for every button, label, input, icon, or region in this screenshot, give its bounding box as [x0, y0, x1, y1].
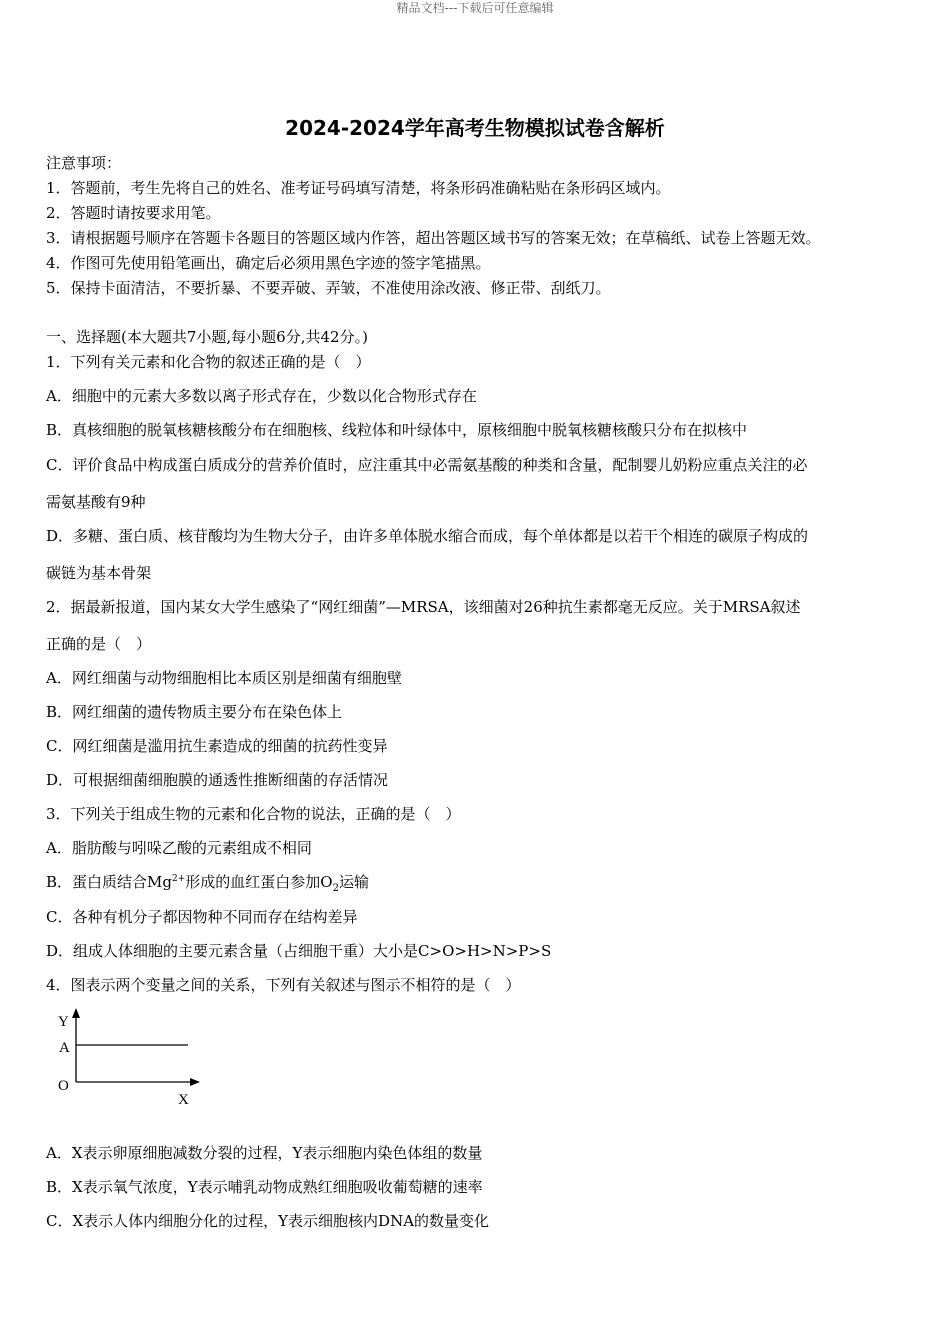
- option-c: C．评价食品中构成蛋白质成分的营养价值时，应注重其中必需氨基酸的种类和含量，配制婴儿奶粉应重点关注的必: [46, 456, 808, 474]
- page-title: 2024-2024学年高考生物模拟试卷含解析: [285, 116, 665, 140]
- notice-item: 4．作图可先使用铅笔画出，确定后必须用黑色字迹的签字笔描黑。: [46, 254, 491, 272]
- notice-item: 5．保持卡面清洁，不要折暴、不要弄破、弄皱，不准使用涂改液、修正带、刮纸刀。: [46, 279, 611, 297]
- option-b-text: B．蛋白质结合Mg: [46, 873, 172, 891]
- option-c: C．各种有机分子都因物种不同而存在结构差异: [46, 908, 358, 926]
- option-c: C．网红细菌是滥用抗生素造成的细菌的抗药性变异: [46, 737, 388, 755]
- option-c-cont: 需氨基酸有9种: [46, 493, 146, 511]
- question-stem-cont: 正确的是（ ）: [46, 635, 152, 653]
- watermark: 精品文档---下载后可任意编辑: [396, 1, 554, 15]
- option-b: B．真核细胞的脱氧核糖核酸分布在细胞核、线粒体和叶绿体中，原核细胞中脱氧核糖核酸只分布在拟核中: [46, 421, 748, 439]
- notice-item: 1．答题前，考生先将自己的姓名、准考证号码填写清楚，将条形码准确粘贴在条形码区域内。: [46, 179, 671, 197]
- subscript: 2: [332, 883, 339, 894]
- option-b: B．网红细菌的遗传物质主要分布在染色体上: [46, 703, 343, 721]
- question-stem: 1．下列有关元素和化合物的叙述正确的是（ ）: [46, 353, 371, 371]
- option-a: A．细胞中的元素大多数以离子形式存在，少数以化合物形式存在: [46, 387, 477, 405]
- option-a: A．X表示卵原细胞减数分裂的过程，Y表示细胞内染色体组的数量: [46, 1144, 483, 1162]
- origin-label: O: [58, 1078, 69, 1094]
- option-d: D．组成人体细胞的主要元素含量（占细胞干重）大小是C>O>H>N>P>S: [46, 942, 552, 960]
- option-d: D．多糖、蛋白质、核苷酸均为生物大分子，由许多单体脱水缩合而成，每个单体都是以若干个相连的碳原子构成的: [46, 527, 809, 545]
- x-label: X: [178, 1092, 189, 1106]
- option-d-cont: 碳链为基本骨架: [46, 564, 152, 582]
- option-c: C．X表示人体内细胞分化的过程，Y表示细胞核内DNA的数量变化: [46, 1212, 490, 1230]
- notice-heading: 注意事项：: [46, 154, 122, 172]
- y-label: Y: [58, 1014, 69, 1030]
- question-stem: 2．据最新报道，国内某女大学生感染了“网红细菌”—MRSA，该细菌对26种抗生素都毫无反应。关于MRSA叙述: [46, 598, 801, 616]
- option-d: D．可根据细菌细胞膜的通透性推断细菌的存活情况: [46, 771, 389, 789]
- question-stem: 4．图表示两个变量之间的关系，下列有关叙述与图示不相符的是（ ）: [46, 976, 521, 994]
- section-heading: 一、选择题(本大题共7小题,每小题6分,共42分。): [46, 328, 368, 346]
- option-b-text: 运输: [338, 873, 369, 891]
- option-a: A．脂肪酸与吲哚乙酸的元素组成不相同: [46, 839, 312, 857]
- option-b-text: 形成的血红蛋白参加O: [185, 873, 333, 891]
- notice-item: 2．答题时请按要求用笔。: [46, 204, 221, 222]
- option-a: A．网红细菌与动物细胞相比本质区别是细菌有细胞壁: [46, 669, 402, 687]
- line-graph: [52, 1006, 212, 1106]
- a-label: A: [59, 1040, 70, 1056]
- y-axis-arrow: [72, 1008, 80, 1018]
- option-b: B．X表示氧气浓度，Y表示哺乳动物成熟红细胞吸收葡萄糖的速率: [46, 1178, 483, 1196]
- superscript: 2+: [172, 874, 186, 884]
- x-axis-arrow: [190, 1078, 200, 1086]
- option-b: [46, 871, 369, 894]
- question-stem: 3．下列关于组成生物的元素和化合物的说法，正确的是（ ）: [46, 805, 461, 823]
- notice-item: 3．请根据题号顺序在答题卡各题目的答题区域内作答，超出答题区域书写的答案无效；在草稿纸、试卷上答题无效。: [46, 229, 821, 247]
